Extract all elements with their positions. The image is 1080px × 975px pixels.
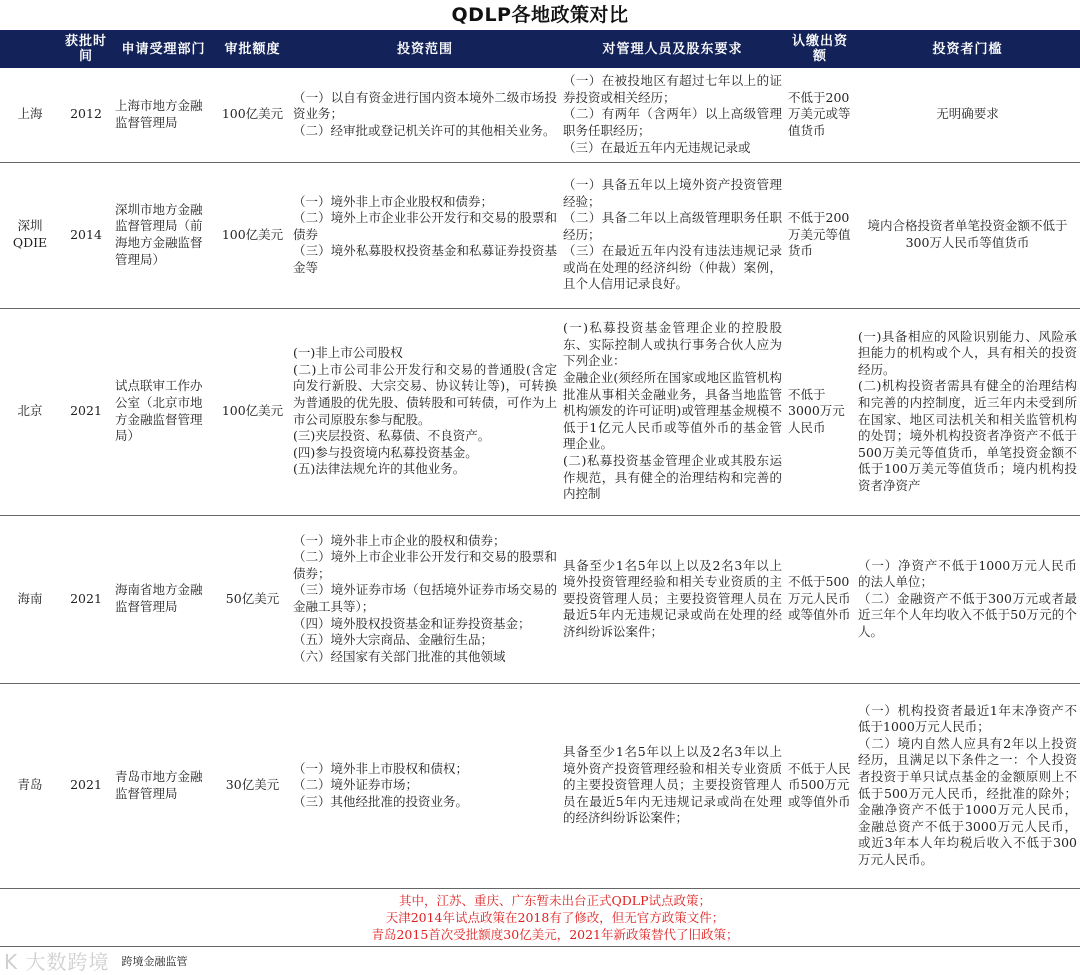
table-row (0, 683, 1080, 888)
cell-management (560, 515, 785, 683)
footnote: 其中，江苏、重庆、广东暂未出台正式QDLP试点政策； (399, 892, 711, 908)
cell-investor (855, 68, 1080, 162)
cell-investor-item: （二）金融资产不低于300万元或者最近三年个人年均收入不低于50万元的个人。 (858, 590, 1077, 639)
cell-region: 北京 (0, 308, 60, 515)
cell-investor-item: （一）净资产不低于1000万元人民币的法人单位； (858, 557, 1077, 590)
cell-scope-item: （一）以自有资金进行国内资本境外二级市场投资业务； (293, 89, 557, 122)
cell-scope-item: （三）境外证券市场（包括境外证券市场交易的金融工具等）； (293, 582, 557, 614)
cell-department: 深圳市地方金融监督管理局（前海地方金融监督管理局） (112, 162, 215, 308)
cell-quota: 100亿美元 (215, 308, 290, 515)
header-approval-time: 获批时间 (60, 30, 112, 68)
policy-comparison-table (0, 30, 1080, 889)
cell-management-item: （二）具备二年以上高级管理职务任职经历； (563, 210, 782, 242)
cell-management-item: （一）在被投地区有超过七年以上的证券投资或相关经历； (563, 73, 782, 105)
cell-scope-item: （三）境外私募股权投资基金和私募证券投资基金等 (293, 243, 557, 275)
table-row (0, 162, 1080, 308)
footnotes (0, 889, 1080, 947)
cell-investor-item: (一)具备相应的风险识别能力、风险承担能力的机构或个人，具有相关的投资经历。 (858, 328, 1077, 377)
cell-management (560, 683, 785, 888)
cell-capital: 不低于人民币500万元或等值外币 (785, 683, 855, 888)
cell-scope (290, 162, 560, 308)
cell-investor-item: (二)机构投资者需具有健全的治理结构和完善的内控制度，近三年内未受到所在国家、地区司法机关和相关监管机构的处罚；境外机构投资者净资产不低于500万美元等值货币，单笔投资金额不低于100万美元等值货币；境内机构投资者净资产 (858, 378, 1077, 493)
cell-year: 2014 (60, 162, 112, 308)
cell-investor-item: 境内合格投资者单笔投资金额不低于300万人民币等值货币 (867, 218, 1068, 250)
cell-scope-item: (二)上市公司非公开发行和交易的普通股(含定向发行新股、大宗交易、协议转让等)，可转换为普通股的优先股、债转股和可转债，可作为上市公司原股东参与配股。 (293, 361, 557, 427)
cell-investor-item: （一）机构投资者最近1年末净资产不低于1000万元人民币； (858, 702, 1077, 735)
cell-quota: 100亿美元 (215, 162, 290, 308)
cell-scope-item: (三)夹层投资、私募债、不良资产。 (293, 428, 491, 444)
header-investor-threshold: 投资者门槛 (855, 30, 1080, 68)
cell-investor (855, 308, 1080, 515)
table-header-row (0, 30, 1080, 68)
cell-scope-item: （一）境外非上市企业的股权和债券； (293, 532, 506, 548)
cell-management-item: (一)私募投资基金管理企业的控股股东、实际控制人或执行事务合伙人应为下列企业： (563, 320, 782, 369)
watermark-subtitle: 跨境金融监管 (121, 954, 188, 968)
cell-capital: 不低于200万美元等值货币 (785, 162, 855, 308)
header-quota: 审批额度 (215, 30, 290, 68)
cell-capital: 不低于200万美元或等值货币 (785, 68, 855, 162)
cell-department: 海南省地方金融监督管理局 (112, 515, 215, 683)
cell-region: 上海 (0, 68, 60, 162)
cell-management-item: （一）具备五年以上境外资产投资管理经验； (563, 176, 782, 209)
cell-department: 试点联审工作办公室（北京市地方金融监督管理局） (112, 308, 215, 515)
cell-region: 深圳QDIE (0, 162, 60, 308)
table-row (0, 68, 1080, 162)
cell-management-item: （三）在最近五年内没有违法违规记录或尚在处理的经济纠纷（仲裁）案例，且个人信用记录良好。 (563, 243, 782, 292)
cell-investor (855, 515, 1080, 683)
cell-scope-item: （一）境外非上市企业股权和债券； (293, 193, 494, 209)
cell-management (560, 68, 785, 162)
cell-management-item: 具备至少1名5年以上以及2名3年以上境外资产投资管理经验和相关专业资质的主要投资管理人员；主要投资管理人员在最近5年内无违规记录或尚在处理的经济纠纷诉讼案件； (563, 744, 782, 826)
cell-year: 2021 (60, 308, 112, 515)
header-scope: 投资范围 (290, 30, 560, 68)
cell-region: 海南 (0, 515, 60, 683)
cell-management-item: 具备至少1名5年以上以及2名3年以上境外投资管理经验和相关专业资质的主要投资管理人员；主要投资管理人员在最近5年内无违规记录或尚在处理的经济纠纷诉讼案件； (563, 557, 782, 639)
cell-scope-item: （四）境外股权投资基金和证券投资基金； (293, 615, 531, 631)
footnote: 青岛2015首次受批额度30亿美元，2021年新政策替代了旧政策； (371, 926, 739, 942)
header-region (0, 30, 60, 68)
cell-scope-item: (四)参与投资境内私募投资基金。 (293, 444, 478, 460)
cell-quota: 30亿美元 (215, 683, 290, 888)
cell-scope-item: (五)法律法规允许的其他业务。 (293, 461, 466, 477)
cell-region: 青岛 (0, 683, 60, 888)
cell-management-item: （三）在最近五年内无违规记录或 (563, 139, 751, 155)
cell-scope-item: （二）境外上市企业非公开发行和交易的股票和债券 (293, 210, 557, 242)
cell-year: 2012 (60, 68, 112, 162)
cell-quota: 50亿美元 (215, 515, 290, 683)
cell-investor-item: （二）境内自然人应具有2年以上投资经历，且满足以下条件之一：个人投资者投资于单只试点基金的金额原则上不低于500万元人民币，经批准的除外；金融净资产不低于1000万元人民币，金融总资产不低于3000万元人民币，或近3年本人年均税后收入不低于300万元人民币。 (858, 735, 1077, 867)
page-title: QDLP各地政策对比 (451, 4, 629, 26)
cell-scope-item: （五）境外大宗商品、金融衍生品； (293, 632, 494, 648)
cell-year: 2021 (60, 515, 112, 683)
cell-scope-item: （二）境外证券市场； (293, 777, 419, 793)
cell-scope (290, 515, 560, 683)
header-department: 申请受理部门 (112, 30, 215, 68)
table-row (0, 308, 1080, 515)
footnote: 天津2014年试点政策在2018有了修改，但无官方政策文件； (385, 909, 725, 925)
watermark-logo (0, 947, 1080, 975)
watermark-brand: K 大数跨境 (4, 950, 110, 974)
cell-investor-item: 无明确要求 (936, 106, 999, 122)
cell-management-item: 金融企业(须经所在国家或地区监管机构批准从事相关金融业务，具备当地监管机构颁发的许可证明)或管理基金规模不低于1亿元人民币或等值外币的基金管理企业。 (563, 370, 782, 452)
cell-scope-item: （三）其他经批准的投资业务。 (293, 793, 469, 809)
cell-scope (290, 68, 560, 162)
header-capital: 认缴出资额 (785, 30, 855, 68)
cell-scope-item: （一）境外非上市股权和债权； (293, 760, 469, 776)
cell-capital: 不低于3000万元人民币 (785, 308, 855, 515)
cell-scope (290, 683, 560, 888)
cell-capital: 不低于500万元人民币或等值外币 (785, 515, 855, 683)
cell-scope (290, 308, 560, 515)
cell-scope-item: (一)非上市公司股权 (293, 345, 403, 361)
cell-management-item: （二）有两年（含两年）以上高级管理职务任职经历； (563, 106, 782, 139)
cell-management-item: (二)私募投资基金管理企业或其股东运作规范，具有健全的治理结构和完善的内控制 (563, 452, 782, 502)
cell-management (560, 308, 785, 515)
cell-quota: 100亿美元 (215, 68, 290, 162)
cell-management (560, 162, 785, 308)
header-management-requirements: 对管理人员及股东要求 (560, 30, 785, 68)
cell-department: 青岛市地方金融监督管理局 (112, 683, 215, 888)
cell-investor (855, 683, 1080, 888)
cell-scope-item: （二）经审批或登记机关许可的其他相关业务。 (293, 123, 556, 139)
cell-year: 2021 (60, 683, 112, 888)
cell-scope-item: （二）境外上市企业非公开发行和交易的股票和债券； (293, 549, 557, 581)
cell-investor (855, 162, 1080, 308)
cell-department: 上海市地方金融监督管理局 (112, 68, 215, 162)
cell-scope-item: （六）经国家有关部门批准的其他领域 (293, 648, 506, 664)
table-row (0, 515, 1080, 683)
